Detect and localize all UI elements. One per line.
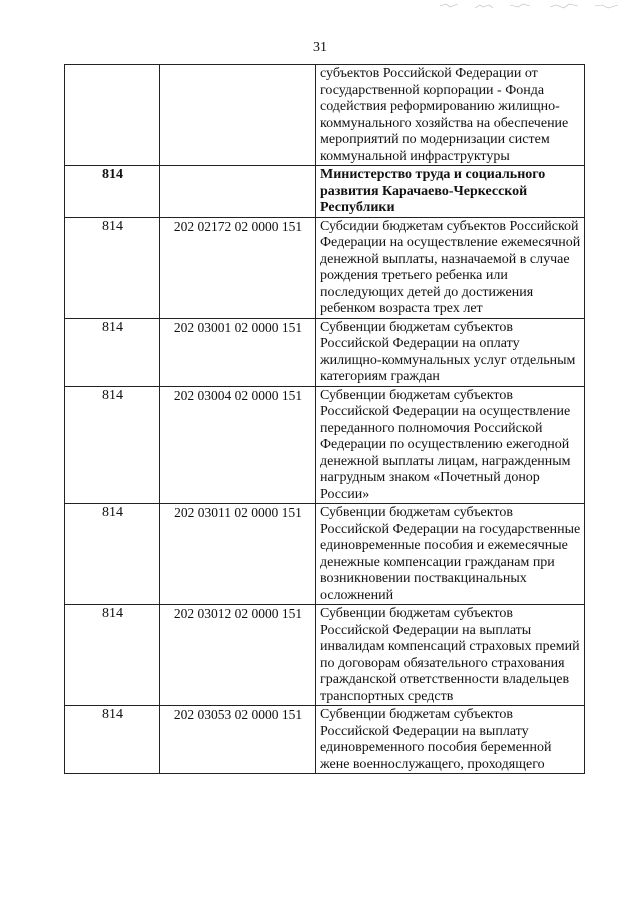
- table-row-ministry: [65, 166, 585, 218]
- table-row: [65, 605, 585, 706]
- kbk-code-cell: 202 03053 02 0000 151: [160, 706, 316, 774]
- description-cell: Субвенции бюджетам субъектов Российской Федерации на государственные единовременные пособия и ежемесячные денежные компенсации гражданам при возникновении поствакцинальных осложнений: [316, 504, 585, 605]
- kbk-code-cell: 202 03012 02 0000 151: [160, 605, 316, 706]
- budget-codes-table: [64, 64, 585, 774]
- kbk-code-cell: 202 02172 02 0000 151: [160, 217, 316, 318]
- table-row: [65, 65, 585, 166]
- table-row: [65, 504, 585, 605]
- kbk-code-cell: 202 03004 02 0000 151: [160, 386, 316, 504]
- admin-code-cell: [65, 65, 160, 166]
- kbk-code-cell: [160, 166, 316, 218]
- description-cell: Субвенции бюджетам субъектов Российской Федерации на осуществление переданного полномочия Российской Федерации по осуществлению ежегодной денежной выплаты лицам, награжденным нагрудным знаком «Почетный донор России»: [316, 386, 585, 504]
- description-cell: Министерство труда и социального развития Карачаево-Черкесской Республики: [316, 166, 585, 218]
- page-number: 31: [313, 40, 327, 55]
- admin-code-cell: 814: [65, 706, 160, 774]
- table-row: [65, 318, 585, 386]
- kbk-code-cell: [160, 65, 316, 166]
- kbk-code-cell: 202 03011 02 0000 151: [160, 504, 316, 605]
- description-cell: Субсидии бюджетам субъектов Российской Федерации на осуществление ежемесячной денежной выплаты, назначаемой в случае рождения третьего ребенка или последующих детей до достижения ребенком возраста трех лет: [316, 217, 585, 318]
- description-cell: Субвенции бюджетам субъектов Российской Федерации на выплату единовременного пособия беременной жене военнослужащего, проходящего: [316, 706, 585, 774]
- table-row: [65, 706, 585, 774]
- kbk-code-cell: 202 03001 02 0000 151: [160, 318, 316, 386]
- admin-code-cell: 814: [65, 166, 160, 218]
- admin-code-cell: 814: [65, 318, 160, 386]
- description-cell: Субвенции бюджетам субъектов Российской Федерации на выплаты инвалидам компенсаций страховых премий по договорам обязательного страхования гражданской ответственности владельцев транспортных средств: [316, 605, 585, 706]
- description-cell: Субвенции бюджетам субъектов Российской Федерации на оплату жилищно-коммунальных услуг отдельным категориям граждан: [316, 318, 585, 386]
- table-row: [65, 386, 585, 504]
- description-cell: субъектов Российской Федерации от государственной корпорации - Фонда содействия реформированию жилищно-коммунального хозяйства на обеспечение мероприятий по модернизации систем коммунальной инфраструктуры: [316, 65, 585, 166]
- admin-code-cell: 814: [65, 605, 160, 706]
- admin-code-cell: 814: [65, 504, 160, 605]
- admin-code-cell: 814: [65, 217, 160, 318]
- scan-artifact-marks: [380, 0, 640, 14]
- admin-code-cell: 814: [65, 386, 160, 504]
- table-row: [65, 217, 585, 318]
